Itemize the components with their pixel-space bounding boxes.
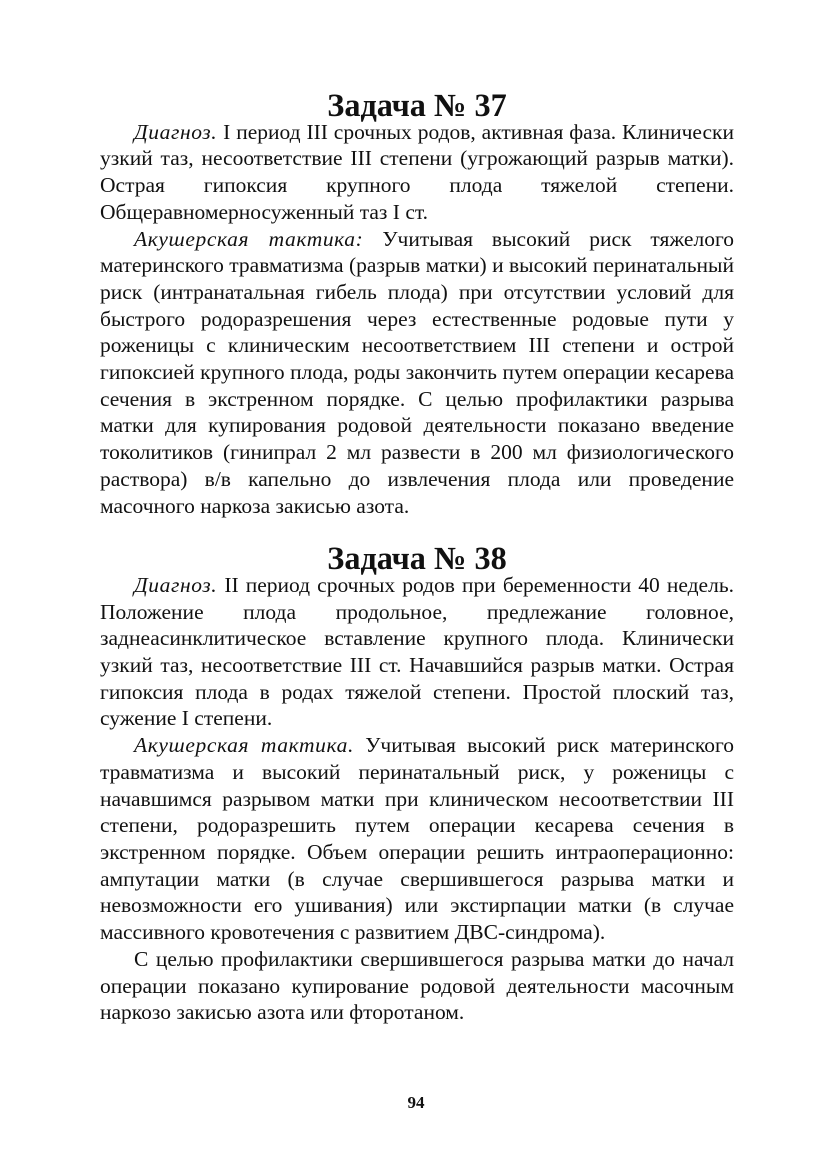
task-37-tactics-text: Учитывая высокий риск тяжелого материнского травматизма (разрыв матки) и высокий перинатальный риск (интранатальная гибель плода) при отсутствии условий для быстрого родоразрешения через естественные родовые пути у роженицы с клиническим несоответствием III степени и острой гипоксией крупного плода, роды закончить путем операции кесарева сечения в экстренном порядке. С целью профилактики разрыва матки для купирования родовой деятельности показано введение токолитиков (гинипрал 2 мл развести в 200 мл физиологического раствора) в/в капельно до извлечения плода или проведение масочного наркоза закисью азота. [100, 226, 734, 518]
task-38-title: Задача № 38 [327, 540, 507, 577]
task-37-diagnosis [100, 119, 734, 226]
task-38-prophylaxis-text: С целью профилактики свершившегося разрыва матки до начал операции показано купирование родовой деятельности масочным наркозо закисью азота или фторотаном. [100, 946, 734, 1025]
task-38-tactics [100, 732, 734, 946]
task-38-tactics-text: Учитывая высокий риск материнского травматизма и высокий перинатальный риск, у роженицы с начавшимся разрывом матки при клиническом несоответствии III степени, родоразрешить путем операции кесарева сечения в экстренном порядке. Объем операции решить интраоперационно: ампутации матки (в случае свершившегося разрыва матки и невозможности его ушивания) или экстирпации матки (в случае массивного кровотечения с развитием ДВС-синдрома). [100, 733, 735, 945]
task-38-diagnosis-lead: Диагноз. [134, 572, 218, 597]
task-38-prophylaxis [100, 946, 734, 1026]
task-37-title: Задача № 37 [327, 87, 507, 123]
task-38-diagnosis-text: II период срочных родов при беременности 40 недель. Положение плода продольное, предлежание головное, заднеасинклитическое вставление крупного плода. Клинически узкий таз, несоответствие III ст. Начавшийся разрыв матки. Острая гипоксия плода в родах тяжелой степени. Простой плоский таз, сужение I степени. [100, 572, 734, 731]
task-37-diagnosis-lead: Диагноз. [134, 119, 218, 144]
page-content [100, 87, 735, 1026]
task-37 [100, 87, 734, 519]
task-38-diagnosis [100, 572, 734, 732]
task-38 [100, 540, 735, 1026]
task-38-tactics-lead: Акушерская тактика. [134, 733, 354, 758]
task-37-tactics-lead: Акушерская тактика: [134, 226, 364, 251]
page-number: 94 [407, 1093, 425, 1112]
task-37-diagnosis-text: I период III срочных родов, активная фаза. Клинически узкий таз, несоответствие III степени (угрожающий разрыв матки). Острая гипоксия крупного плода тяжелой степени. Общеравномерносуженный таз I ст. [100, 119, 734, 224]
task-37-tactics [100, 226, 734, 520]
